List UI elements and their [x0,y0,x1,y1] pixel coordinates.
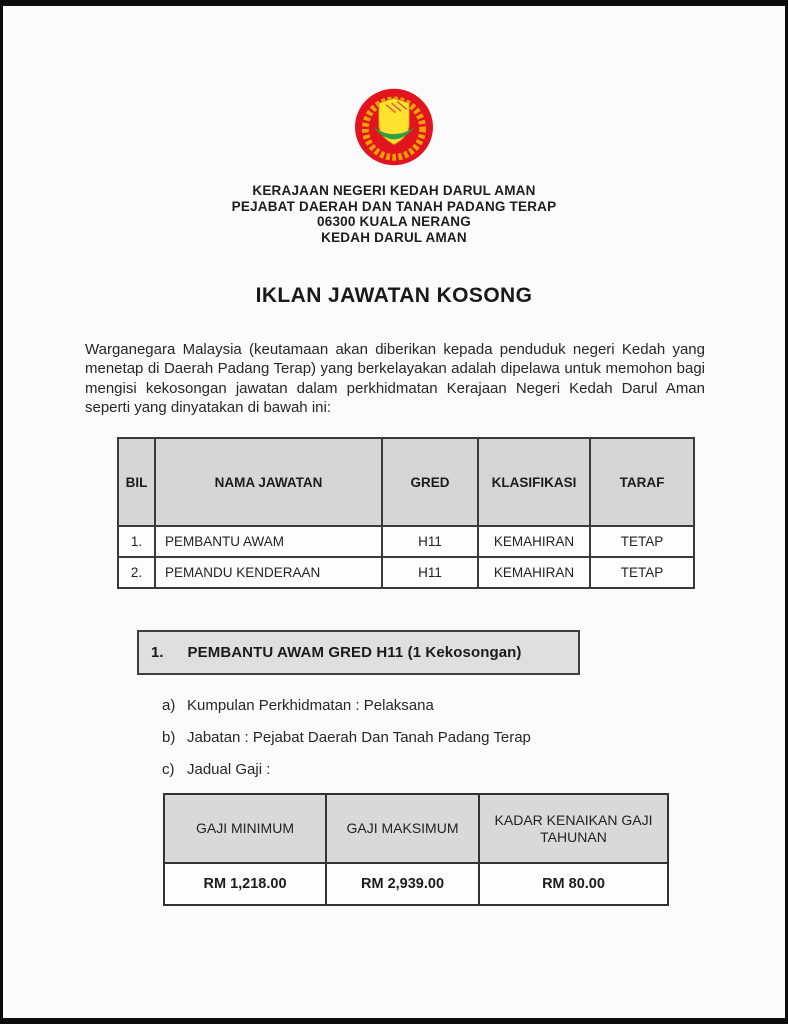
header-cell-gred: GRED [382,438,478,526]
cell-klasifikasi: KEMAHIRAN [478,526,590,557]
header-cell-klasifikasi: KLASIFIKASI [478,438,590,526]
cell-nama-jawatan: PEMANDU KENDERAAN [155,557,382,588]
letterhead [0,183,788,245]
cell-taraf: TETAP [590,526,694,557]
letterhead-line: KEDAH DARUL AMAN [321,229,467,245]
salary-table [163,793,669,906]
item-letter: c) [162,761,175,778]
cell-nama-jawatan: PEMBANTU AWAM [155,526,382,557]
section-header-box [137,630,580,675]
cell-gred: H11 [382,526,478,557]
vacancy-table-header-row [118,438,694,526]
item-letter: b) [162,729,176,746]
letterhead-line: PEJABAT DAERAH DAN TANAH PADANG TERAP [231,198,557,214]
header-cell-gaji-maksimum: GAJI MAKSIMUM [326,794,479,863]
requirement-item [162,761,270,778]
table-row [118,557,694,588]
requirement-item [162,697,434,714]
table-row [118,526,694,557]
section-title: PEMBANTU AWAM GRED H11 (1 Kekosongan) [187,644,522,661]
header-cell-taraf: TARAF [590,438,694,526]
cell-gaji-maksimum: RM 2,939.00 [326,863,479,905]
item-text: Jadual Gaji : [187,761,271,778]
cell-taraf: TETAP [590,557,694,588]
header-cell-bil: BIL [118,438,155,526]
cell-klasifikasi: KEMAHIRAN [478,557,590,588]
header-cell-kadar-kenaikan: KADAR KENAIKAN GAJI TAHUNAN [479,794,668,863]
vacancy-table [117,437,695,589]
header-cell-gaji-minimum: GAJI MINIMUM [164,794,326,863]
cell-gred: H11 [382,557,478,588]
header-cell-nama-jawatan: NAMA JAWATAN [155,438,382,526]
item-text: Kumpulan Perkhidmatan : Pelaksana [187,697,434,714]
cell-gaji-minimum: RM 1,218.00 [164,863,326,905]
document-title: IKLAN JAWATAN KOSONG [255,284,533,307]
cell-kadar-kenaikan: RM 80.00 [479,863,668,905]
cell-bil: 2. [118,557,155,588]
item-letter: a) [162,697,176,714]
requirement-item [162,729,531,746]
table-row [164,863,668,905]
section-number: 1. [151,644,164,661]
cell-bil: 1. [118,526,155,557]
salary-table-header-row [164,794,668,863]
letterhead-line: KERAJAAN NEGERI KEDAH DARUL AMAN [252,183,536,198]
item-text: Jabatan : Pejabat Daerah Dan Tanah Padang Terap [187,729,531,746]
letterhead-line: 06300 KUALA NERANG [317,214,471,230]
intro-paragraph: Warganegara Malaysia (keutamaan akan diberikan kepada penduduk negeri Kedah yang menetap di Daerah Padang Terap) yang berkelayakan adalah dipelawa untuk memohon bagi mengisi kekosongan jawatan dalam perkhidmatan Kerajaan Negeri Kedah Darul Aman seperti yang dinyatakan di bawah ini: [85,341,705,417]
kedah-crest-icon [354,88,434,166]
